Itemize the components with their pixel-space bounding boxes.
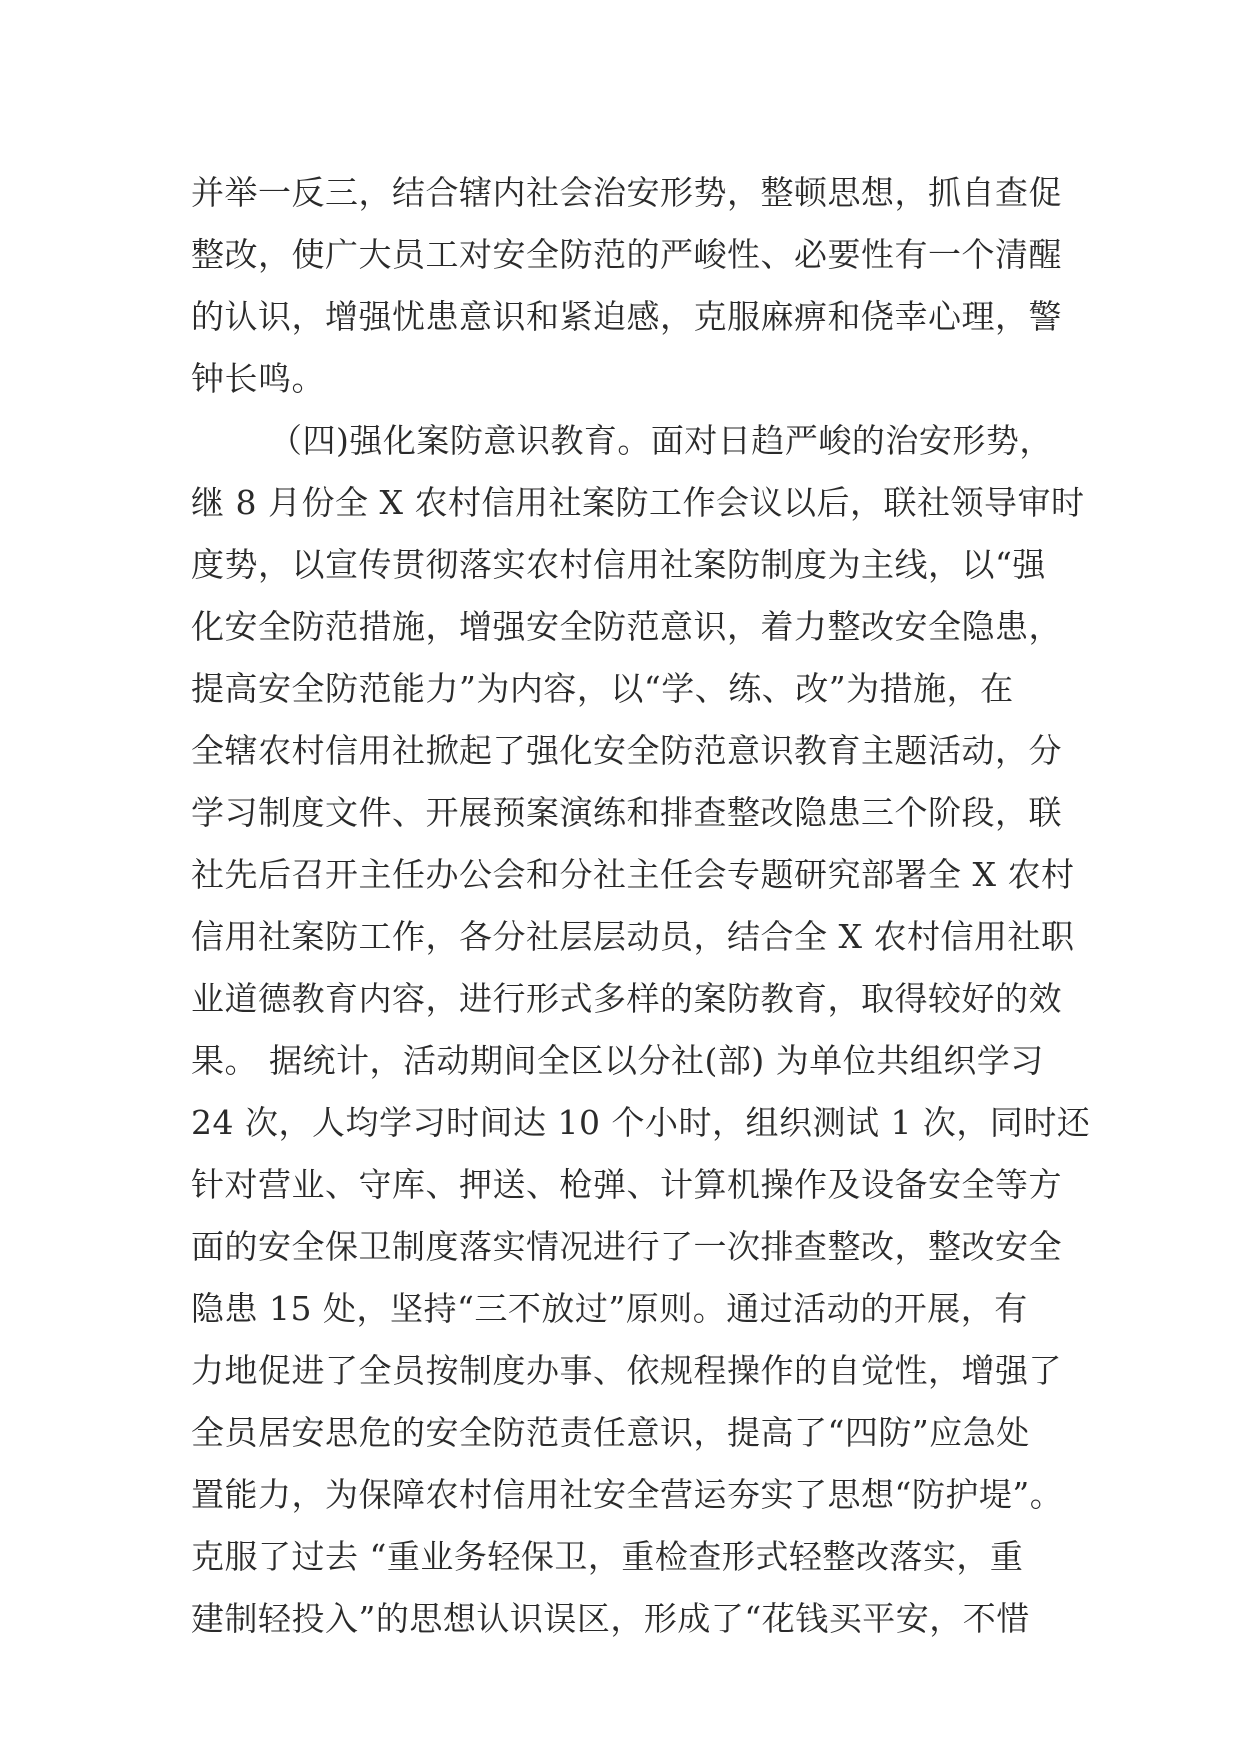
text-line: 业道德教育内容，进行形式多样的案防教育，取得较好的效 [191, 979, 1062, 1018]
text-line: 的认识，增强忧患意识和紧迫感，克服麻痹和侥幸心理，警 [191, 297, 1062, 336]
text-line: 化安全防范措施，增强安全防范意识，着力整改安全隐患， [191, 607, 1062, 646]
text-line: 力地促进了全员按制度办事、依规程操作的自觉性，增强了 [191, 1351, 1062, 1390]
text-line: 信用社案防工作，各分社层层动员，结合全 X 农村信用社职 [191, 917, 1075, 956]
text-line: 全辖农村信用社掀起了强化安全防范意识教育主题活动，分 [191, 731, 1062, 770]
text-line: 社先后召开主任办公会和分社主任会专题研究部署全 X 农村 [191, 855, 1075, 894]
text-line: 建制轻投入”的思想认识误区，形成了“花钱买平安，不惜 [191, 1599, 1030, 1638]
text-line: 整改，使广大员工对安全防范的严峻性、必要性有一个清醒 [191, 235, 1062, 274]
text-line: 隐患 15 处，坚持“三不放过”原则。通过活动的开展，有 [191, 1289, 1028, 1328]
text-line: 全员居安思危的安全防范责任意识，提高了“四防”应急处 [191, 1413, 1030, 1452]
body-text [191, 162, 1091, 1650]
text-line: 24 次，人均学习时间达 10 个小时，组织测试 1 次，同时还 [191, 1103, 1091, 1142]
text-line: 面的安全保卫制度落实情况进行了一次排查整改，整改安全 [191, 1227, 1062, 1266]
text-line: 并举一反三，结合辖内社会治安形势，整顿思想，抓自查促 [191, 173, 1062, 212]
text-line: 钟长鸣。 [191, 359, 325, 398]
text-line: 果。 据统计，活动期间全区以分社(部) 为单位共组织学习 [191, 1041, 1044, 1080]
text-line: 度势，以宣传贯彻落实农村信用社案防制度为主线，以“强 [191, 545, 1046, 584]
text-line: 置能力，为保障农村信用社安全营运夯实了思想“防护堤”。 [191, 1475, 1064, 1514]
text-line: 学习制度文件、开展预案演练和排查整改隐患三个阶段，联 [191, 793, 1062, 832]
text-line: 克服了过去 “重业务轻保卫，重检查形式轻整改落实，重 [191, 1537, 1024, 1576]
text-line: 继 8 月份全 X 农村信用社案防工作会议以后，联社领导审时 [191, 483, 1085, 522]
text-line: 提高安全防范能力”为内容，以“学、练、改”为措施，在 [191, 669, 1014, 708]
section-heading-line: （四)强化案防意识教育。面对日趋严峻的治安形势， [269, 421, 1053, 460]
text-line: 针对营业、守库、押送、枪弹、计算机操作及设备安全等方 [191, 1165, 1062, 1204]
